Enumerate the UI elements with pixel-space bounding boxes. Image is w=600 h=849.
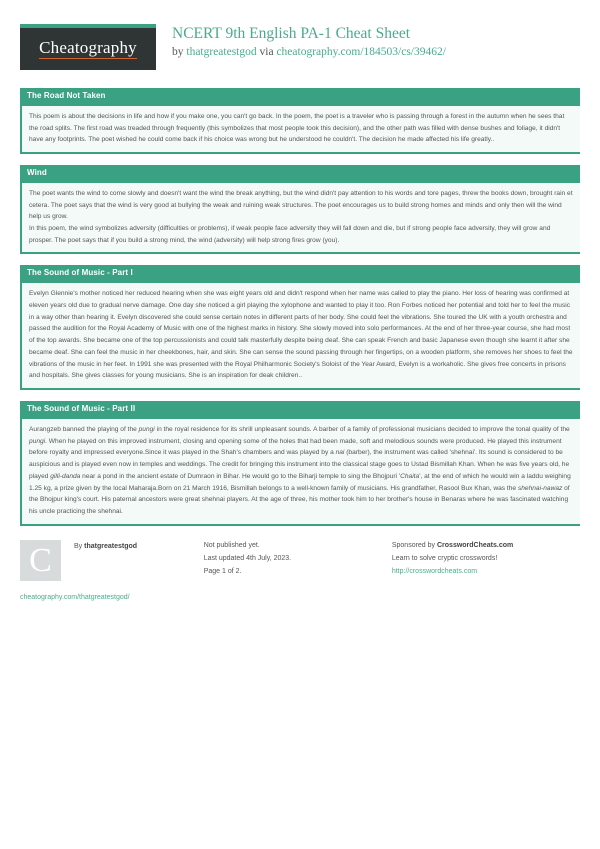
section-paragraph: This poem is about the decisions in life and how if you make one, you can't go back. In the poem, the poet is a traveler who is passing through a forest in the autumn when he sees that the road splits. The first road was treaded through frequently (this symbolizes that most people took this decision), and the other path was filled with dense bushes and foliage, it didn't have any footprints. The poet wished he could come back if his choice was wrong but he understood he couldn't. The decision he made affected his life greatly.. [29, 112, 565, 144]
section [20, 265, 580, 390]
author-profile-link[interactable]: cheatography.com/thatgreatestgod/ [20, 593, 130, 601]
page-number: Page 1 of 2. [203, 567, 242, 575]
sponsor-tagline: Learn to solve cryptic crosswords! [391, 554, 498, 562]
sponsor-name: CrosswordCheats.com [437, 541, 514, 549]
sponsor-prefix: Sponsored by [391, 541, 437, 549]
cheatography-logo-text: Cheatography [39, 38, 137, 57]
byline [172, 45, 446, 60]
section-title: The Sound of Music - Part I [20, 265, 580, 283]
author-credit-name: thatgreatestgod [84, 542, 138, 550]
section-title: Wind [20, 165, 580, 183]
author-row [20, 540, 194, 581]
section-paragraph: In this poem, the wind symbolizes adversity (difficulties or problems), if weak people face adversity they will fall down and die, but if strong people face adversity, they will grow and prosper. The poet says that if you build a strong mind, the wind (adversity) will help strong fires grow (you). [29, 225, 551, 244]
byline-via: via [256, 46, 277, 59]
section-paragraph: Evelyn Glennie's mother noticed her reduced hearing when she was eight years old and didn't respond when her name was called to play the piano. Her loss of hearing was confirmed at eleven years old due to gradual nerve damage. One day she noticed a girl playing the xylophone and wanted to play it too. Ron Forbes noticed her potential and told her to feel the music in a way other than hearing it. Evelyn discovered she could sense certain notes in different parts of her body. She could feel the vibrations. She toured the UK with a youth orchestra and passed the audition for the Royal Academy of Music with one of the highest marks in history. She slowly moved into solo performances. At the end of her three-year course, she had most of the top awards. She became one of the top percussionists and could talk masterfully despite being deaf. She can speak French and basic Japanese even though she learnt it after she became deaf. She can feel the music in her cheekbones, hair, and skin. She can sense the sound passing through her fingertips, on a wooden platform, she removes her shoes to feel the vibrations of the music in her feet. In 1991 she was presented with the Royal Philharmonic Society's Soloist of the Year Award, Evelyn is a workaholic. She gives free concerts in prisons and hospitals. She gives classes for young musicians. She is an inspiration for deak children.. [29, 290, 573, 380]
author-credit-prefix: By [74, 542, 85, 550]
avatar: C [20, 540, 61, 581]
sponsor-credit [392, 540, 580, 553]
sponsor-link[interactable]: http://crosswordcheats.com [391, 567, 478, 575]
last-updated: Last updated 4th July, 2023. [203, 554, 292, 562]
section-paragraph: The poet wants the wind to come slowly and doesn't want the wind the break anything, but the wind didn't pay attention to his words and tore pages, threw the books down, brought rain et cetera. The poet says that the wind is very good at bullying the weak and ruining weak structures. The poet encourages us to build strong homes and minds and only then will the wind help us grow. [29, 189, 573, 221]
section-body [20, 283, 580, 390]
author-profile-url [20, 592, 194, 605]
section [20, 401, 580, 526]
sections-container [20, 88, 580, 526]
section-title: The Sound of Music - Part II [20, 401, 580, 419]
byline-prefix: by [172, 46, 187, 59]
footer-meta-column [204, 540, 392, 605]
sponsor-url [392, 566, 580, 579]
footer-sponsor-column [392, 540, 580, 605]
page-footer [20, 540, 580, 605]
section-body [20, 419, 580, 526]
title-block [172, 22, 446, 60]
author-link[interactable]: thatgreatestgod [186, 46, 257, 59]
section [20, 88, 580, 154]
section-title: The Road Not Taken [20, 88, 580, 106]
section [20, 165, 580, 254]
author-credit [74, 540, 137, 554]
source-url-link[interactable]: cheatography.com/184503/cs/39462/ [276, 46, 446, 59]
cheatography-logo[interactable] [20, 24, 156, 70]
footer-author-column [20, 540, 204, 605]
section-body [20, 106, 580, 154]
section-body [20, 183, 580, 255]
page-title: NCERT 9th English PA-1 Cheat Sheet [172, 25, 411, 42]
section-paragraph: Aurangzeb banned the playing of the pungi in the royal residence for its shrill unpleasant sounds. A barber of a family of professional musicians decided to improve the tonal quality of the pungi. When he played on this improved instrument, closing and opening some of the holes that had been made, soft and melodious sounds were produced. He played this instrument before royalty and impressed everyone.Since it was played in the Shah's chambers and was played by a nai (barber), the instrument was called 'shehnai'. Its sound is considered to be auspicious and is played even now in temples and weddings. The credit for bringing this instrument into the classical stage goes to Ustad Bismillah Khan. When he was five years old, he played gilli-danda near a pond in the ancient estate of Dumraon in Bihar. He would go to the Biharji temple to sing the Bhojpuri 'Chaita', at the end of which he would win a laddu weighing 1.25 kg, a prize given by the local Maharaja.Born on 21 March 1916, Bismillah belongs to a well-known family of musicians. His grandfather, Rasool Bux Khan, was the shehnai-nawaz of the Bhojpur king's court. His paternal ancestors were great shehnai players. At the age of three, his mother took him to her brother's house in Benaras where he was fascinated watching his uncle practicing the shehnai. [29, 425, 571, 516]
publish-status: Not published yet. [203, 541, 260, 549]
page-header [20, 22, 580, 78]
